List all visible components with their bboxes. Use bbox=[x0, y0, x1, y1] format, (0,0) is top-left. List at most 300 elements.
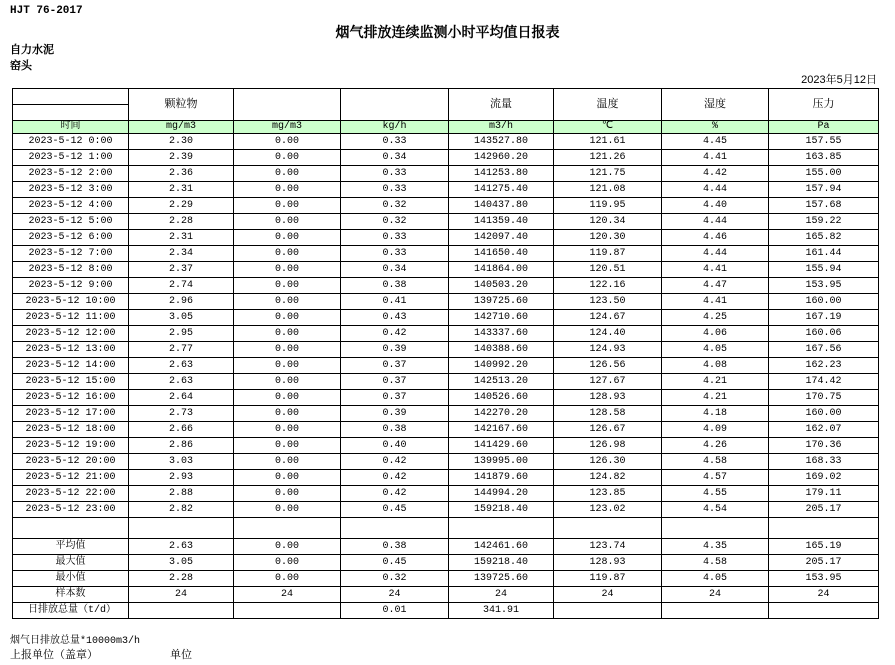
unit-celsius: ℃ bbox=[554, 121, 662, 134]
page-title: 烟气排放连续监测小时平均值日报表 bbox=[335, 24, 560, 40]
hour-row bbox=[13, 198, 879, 214]
value-cell: 2.36 bbox=[129, 166, 234, 182]
time-cell: 2023-5-12 11:00 bbox=[13, 310, 129, 326]
summary-row bbox=[13, 603, 879, 619]
unit-kg-h: kg/h bbox=[341, 121, 449, 134]
hour-row bbox=[13, 470, 879, 486]
hour-row bbox=[13, 230, 879, 246]
value-cell: 4.55 bbox=[662, 486, 769, 502]
value-cell: 0.00 bbox=[234, 310, 341, 326]
summary-value bbox=[554, 603, 662, 619]
value-cell: 2.29 bbox=[129, 198, 234, 214]
summary-row bbox=[13, 555, 879, 571]
value-cell: 157.68 bbox=[769, 198, 879, 214]
corner-cell-bottom bbox=[13, 105, 129, 121]
value-cell: 0.00 bbox=[234, 214, 341, 230]
empty-cell bbox=[554, 518, 662, 539]
empty-cell bbox=[449, 518, 554, 539]
hour-row bbox=[13, 134, 879, 150]
report-table bbox=[12, 88, 879, 619]
value-cell: 0.00 bbox=[234, 422, 341, 438]
value-cell: 124.82 bbox=[554, 470, 662, 486]
monitor-location: 窑头 bbox=[10, 60, 32, 72]
value-cell: 153.95 bbox=[769, 278, 879, 294]
time-cell: 2023-5-12 8:00 bbox=[13, 262, 129, 278]
value-cell: 126.56 bbox=[554, 358, 662, 374]
value-cell: 2.37 bbox=[129, 262, 234, 278]
time-cell: 2023-5-12 7:00 bbox=[13, 246, 129, 262]
value-cell: 168.33 bbox=[769, 454, 879, 470]
value-cell: 2.95 bbox=[129, 326, 234, 342]
summary-value: 142461.60 bbox=[449, 539, 554, 555]
summary-value: 153.95 bbox=[769, 571, 879, 587]
value-cell: 4.42 bbox=[662, 166, 769, 182]
value-cell: 143337.60 bbox=[449, 326, 554, 342]
value-cell: 2.63 bbox=[129, 374, 234, 390]
value-cell: 139995.00 bbox=[449, 454, 554, 470]
value-cell: 124.40 bbox=[554, 326, 662, 342]
value-cell: 0.33 bbox=[341, 182, 449, 198]
value-cell: 0.32 bbox=[341, 198, 449, 214]
hour-row bbox=[13, 374, 879, 390]
value-cell: 140526.60 bbox=[449, 390, 554, 406]
value-cell: 4.58 bbox=[662, 454, 769, 470]
summary-value: 159218.40 bbox=[449, 555, 554, 571]
value-cell: 121.26 bbox=[554, 150, 662, 166]
value-cell: 119.87 bbox=[554, 246, 662, 262]
value-cell: 0.33 bbox=[341, 134, 449, 150]
value-cell: 126.67 bbox=[554, 422, 662, 438]
value-cell: 2.96 bbox=[129, 294, 234, 310]
unit-label: 单位 bbox=[170, 649, 192, 661]
summary-value bbox=[769, 603, 879, 619]
value-cell: 141253.80 bbox=[449, 166, 554, 182]
value-cell: 2.82 bbox=[129, 502, 234, 518]
col-header-flow: 流量 bbox=[449, 89, 554, 121]
hour-row bbox=[13, 438, 879, 454]
value-cell: 2.77 bbox=[129, 342, 234, 358]
col-header-temperature: 温度 bbox=[554, 89, 662, 121]
value-cell: 120.30 bbox=[554, 230, 662, 246]
time-cell: 2023-5-12 0:00 bbox=[13, 134, 129, 150]
summary-value: 3.05 bbox=[129, 555, 234, 571]
hour-row bbox=[13, 358, 879, 374]
value-cell: 4.06 bbox=[662, 326, 769, 342]
value-cell: 0.00 bbox=[234, 374, 341, 390]
value-cell: 4.21 bbox=[662, 374, 769, 390]
value-cell: 4.41 bbox=[662, 294, 769, 310]
hour-row bbox=[13, 310, 879, 326]
report-unit-label: 上报单位（盖章） bbox=[10, 649, 98, 661]
value-cell: 143527.80 bbox=[449, 134, 554, 150]
value-cell: 160.00 bbox=[769, 294, 879, 310]
time-cell: 2023-5-12 14:00 bbox=[13, 358, 129, 374]
summary-label: 样本数 bbox=[13, 587, 129, 603]
value-cell: 0.37 bbox=[341, 390, 449, 406]
value-cell: 0.42 bbox=[341, 486, 449, 502]
value-cell: 121.61 bbox=[554, 134, 662, 150]
value-cell: 141879.60 bbox=[449, 470, 554, 486]
value-cell: 167.56 bbox=[769, 342, 879, 358]
value-cell: 155.00 bbox=[769, 166, 879, 182]
value-cell: 2.93 bbox=[129, 470, 234, 486]
value-cell: 0.42 bbox=[341, 326, 449, 342]
value-cell: 4.25 bbox=[662, 310, 769, 326]
report-date: 2023年5月12日 bbox=[801, 74, 877, 86]
value-cell: 0.00 bbox=[234, 182, 341, 198]
value-cell: 159.22 bbox=[769, 214, 879, 230]
value-cell: 126.30 bbox=[554, 454, 662, 470]
summary-value: 24 bbox=[234, 587, 341, 603]
summary-value: 0.00 bbox=[234, 571, 341, 587]
summary-label: 平均值 bbox=[13, 539, 129, 555]
value-cell: 128.93 bbox=[554, 390, 662, 406]
time-cell: 2023-5-12 13:00 bbox=[13, 342, 129, 358]
value-cell: 124.67 bbox=[554, 310, 662, 326]
value-cell: 2.63 bbox=[129, 358, 234, 374]
value-cell: 2.31 bbox=[129, 182, 234, 198]
value-cell: 140503.20 bbox=[449, 278, 554, 294]
summary-row bbox=[13, 571, 879, 587]
value-cell: 140388.60 bbox=[449, 342, 554, 358]
value-cell: 142960.20 bbox=[449, 150, 554, 166]
group-header-row-top bbox=[13, 89, 879, 105]
value-cell: 126.98 bbox=[554, 438, 662, 454]
value-cell: 0.00 bbox=[234, 486, 341, 502]
value-cell: 167.19 bbox=[769, 310, 879, 326]
summary-label: 日排放总量（t/d） bbox=[13, 603, 129, 619]
time-cell: 2023-5-12 18:00 bbox=[13, 422, 129, 438]
value-cell: 142710.60 bbox=[449, 310, 554, 326]
value-cell: 4.45 bbox=[662, 134, 769, 150]
value-cell: 0.41 bbox=[341, 294, 449, 310]
value-cell: 4.54 bbox=[662, 502, 769, 518]
hour-row bbox=[13, 342, 879, 358]
value-cell: 4.46 bbox=[662, 230, 769, 246]
value-cell: 0.00 bbox=[234, 470, 341, 486]
time-cell: 2023-5-12 4:00 bbox=[13, 198, 129, 214]
value-cell: 123.85 bbox=[554, 486, 662, 502]
value-cell: 0.33 bbox=[341, 246, 449, 262]
value-cell: 170.75 bbox=[769, 390, 879, 406]
summary-value: 165.19 bbox=[769, 539, 879, 555]
value-cell: 0.45 bbox=[341, 502, 449, 518]
value-cell: 0.00 bbox=[234, 294, 341, 310]
summary-value: 0.00 bbox=[234, 555, 341, 571]
unit-header-row bbox=[13, 121, 879, 134]
value-cell: 161.44 bbox=[769, 246, 879, 262]
summary-value: 24 bbox=[769, 587, 879, 603]
hour-row bbox=[13, 262, 879, 278]
value-cell: 0.00 bbox=[234, 262, 341, 278]
value-cell: 162.07 bbox=[769, 422, 879, 438]
value-cell: 124.93 bbox=[554, 342, 662, 358]
value-cell: 4.18 bbox=[662, 406, 769, 422]
value-cell: 121.08 bbox=[554, 182, 662, 198]
time-cell: 2023-5-12 20:00 bbox=[13, 454, 129, 470]
hour-row bbox=[13, 454, 879, 470]
value-cell: 4.44 bbox=[662, 246, 769, 262]
value-cell: 4.26 bbox=[662, 438, 769, 454]
company-name: 自力水泥 bbox=[10, 44, 54, 56]
summary-value: 0.38 bbox=[341, 539, 449, 555]
value-cell: 2.64 bbox=[129, 390, 234, 406]
value-cell: 4.41 bbox=[662, 150, 769, 166]
value-cell: 4.05 bbox=[662, 342, 769, 358]
summary-value: 0.01 bbox=[341, 603, 449, 619]
hour-row bbox=[13, 150, 879, 166]
empty-cell bbox=[13, 518, 129, 539]
value-cell: 169.02 bbox=[769, 470, 879, 486]
summary-value bbox=[662, 603, 769, 619]
empty-cell bbox=[129, 518, 234, 539]
summary-value: 4.05 bbox=[662, 571, 769, 587]
value-cell: 0.00 bbox=[234, 166, 341, 182]
hour-row bbox=[13, 182, 879, 198]
value-cell: 142513.20 bbox=[449, 374, 554, 390]
summary-value: 341.91 bbox=[449, 603, 554, 619]
value-cell: 0.32 bbox=[341, 214, 449, 230]
value-cell: 0.33 bbox=[341, 230, 449, 246]
value-cell: 139725.60 bbox=[449, 294, 554, 310]
value-cell: 2.86 bbox=[129, 438, 234, 454]
value-cell: 0.00 bbox=[234, 342, 341, 358]
summary-value: 24 bbox=[341, 587, 449, 603]
value-cell: 140437.80 bbox=[449, 198, 554, 214]
time-cell: 2023-5-12 10:00 bbox=[13, 294, 129, 310]
summary-value: 24 bbox=[662, 587, 769, 603]
value-cell: 2.30 bbox=[129, 134, 234, 150]
value-cell: 0.00 bbox=[234, 358, 341, 374]
hour-row bbox=[13, 278, 879, 294]
table-body bbox=[13, 134, 879, 619]
value-cell: 0.39 bbox=[341, 406, 449, 422]
value-cell: 0.00 bbox=[234, 230, 341, 246]
value-cell: 140992.20 bbox=[449, 358, 554, 374]
time-cell: 2023-5-12 6:00 bbox=[13, 230, 129, 246]
summary-value: 24 bbox=[129, 587, 234, 603]
hour-row bbox=[13, 422, 879, 438]
value-cell: 142167.60 bbox=[449, 422, 554, 438]
summary-value: 128.93 bbox=[554, 555, 662, 571]
value-cell: 0.34 bbox=[341, 150, 449, 166]
summary-value: 24 bbox=[554, 587, 662, 603]
value-cell: 2.66 bbox=[129, 422, 234, 438]
value-cell: 123.50 bbox=[554, 294, 662, 310]
time-cell: 2023-5-12 15:00 bbox=[13, 374, 129, 390]
unit-pa: Pa bbox=[769, 121, 879, 134]
value-cell: 3.03 bbox=[129, 454, 234, 470]
value-cell: 123.02 bbox=[554, 502, 662, 518]
table-header bbox=[13, 89, 879, 134]
col-header-pressure: 压力 bbox=[769, 89, 879, 121]
value-cell: 2.31 bbox=[129, 230, 234, 246]
value-cell: 0.00 bbox=[234, 406, 341, 422]
value-cell: 4.09 bbox=[662, 422, 769, 438]
value-cell: 2.88 bbox=[129, 486, 234, 502]
summary-label: 最大值 bbox=[13, 555, 129, 571]
value-cell: 0.42 bbox=[341, 470, 449, 486]
value-cell: 120.51 bbox=[554, 262, 662, 278]
empty-cell bbox=[341, 518, 449, 539]
value-cell: 0.00 bbox=[234, 246, 341, 262]
summary-label: 最小值 bbox=[13, 571, 129, 587]
value-cell: 142097.40 bbox=[449, 230, 554, 246]
value-cell: 2.34 bbox=[129, 246, 234, 262]
unit-mg-m3-2: mg/m3 bbox=[234, 121, 341, 134]
value-cell: 205.17 bbox=[769, 502, 879, 518]
value-cell: 0.00 bbox=[234, 390, 341, 406]
summary-value: 205.17 bbox=[769, 555, 879, 571]
empty-cell bbox=[769, 518, 879, 539]
time-cell: 2023-5-12 1:00 bbox=[13, 150, 129, 166]
value-cell: 141429.60 bbox=[449, 438, 554, 454]
value-cell: 141275.40 bbox=[449, 182, 554, 198]
col-header-particulate: 颗粒物 bbox=[129, 89, 234, 121]
summary-value: 0.32 bbox=[341, 571, 449, 587]
hour-row bbox=[13, 390, 879, 406]
value-cell: 0.33 bbox=[341, 166, 449, 182]
value-cell: 0.00 bbox=[234, 438, 341, 454]
time-cell: 2023-5-12 22:00 bbox=[13, 486, 129, 502]
time-column-header: 时间 bbox=[13, 121, 129, 134]
value-cell: 0.00 bbox=[234, 150, 341, 166]
value-cell: 144994.20 bbox=[449, 486, 554, 502]
value-cell: 3.05 bbox=[129, 310, 234, 326]
value-cell: 0.00 bbox=[234, 278, 341, 294]
value-cell: 0.43 bbox=[341, 310, 449, 326]
value-cell: 0.00 bbox=[234, 134, 341, 150]
value-cell: 128.58 bbox=[554, 406, 662, 422]
summary-row bbox=[13, 539, 879, 555]
value-cell: 162.23 bbox=[769, 358, 879, 374]
value-cell: 0.40 bbox=[341, 438, 449, 454]
value-cell: 119.95 bbox=[554, 198, 662, 214]
value-cell: 0.37 bbox=[341, 358, 449, 374]
time-cell: 2023-5-12 17:00 bbox=[13, 406, 129, 422]
col-header-empty-2 bbox=[341, 89, 449, 121]
value-cell: 120.34 bbox=[554, 214, 662, 230]
value-cell: 0.00 bbox=[234, 502, 341, 518]
summary-value: 2.63 bbox=[129, 539, 234, 555]
value-cell: 4.41 bbox=[662, 262, 769, 278]
col-header-empty-1 bbox=[234, 89, 341, 121]
value-cell: 4.21 bbox=[662, 390, 769, 406]
value-cell: 157.55 bbox=[769, 134, 879, 150]
summary-row bbox=[13, 587, 879, 603]
time-cell: 2023-5-12 16:00 bbox=[13, 390, 129, 406]
col-header-humidity: 湿度 bbox=[662, 89, 769, 121]
empty-cell bbox=[662, 518, 769, 539]
hour-row bbox=[13, 166, 879, 182]
summary-value: 123.74 bbox=[554, 539, 662, 555]
value-cell: 141359.40 bbox=[449, 214, 554, 230]
value-cell: 4.57 bbox=[662, 470, 769, 486]
value-cell: 179.11 bbox=[769, 486, 879, 502]
value-cell: 2.73 bbox=[129, 406, 234, 422]
value-cell: 155.94 bbox=[769, 262, 879, 278]
time-cell: 2023-5-12 2:00 bbox=[13, 166, 129, 182]
value-cell: 165.82 bbox=[769, 230, 879, 246]
value-cell: 0.39 bbox=[341, 342, 449, 358]
summary-value: 119.87 bbox=[554, 571, 662, 587]
time-cell: 2023-5-12 23:00 bbox=[13, 502, 129, 518]
value-cell: 0.38 bbox=[341, 422, 449, 438]
value-cell: 0.00 bbox=[234, 198, 341, 214]
value-cell: 160.00 bbox=[769, 406, 879, 422]
footer-note: 烟气日排放总量*10000m3/h bbox=[10, 636, 141, 647]
summary-value: 139725.60 bbox=[449, 571, 554, 587]
standard-code: HJT 76-2017 bbox=[10, 5, 83, 17]
corner-cell-top bbox=[13, 89, 129, 105]
hour-row bbox=[13, 502, 879, 518]
value-cell: 4.40 bbox=[662, 198, 769, 214]
unit-m3-h: m3/h bbox=[449, 121, 554, 134]
summary-value bbox=[234, 603, 341, 619]
value-cell: 2.74 bbox=[129, 278, 234, 294]
value-cell: 163.85 bbox=[769, 150, 879, 166]
value-cell: 157.94 bbox=[769, 182, 879, 198]
hour-row bbox=[13, 326, 879, 342]
value-cell: 170.36 bbox=[769, 438, 879, 454]
value-cell: 159218.40 bbox=[449, 502, 554, 518]
time-cell: 2023-5-12 3:00 bbox=[13, 182, 129, 198]
summary-value bbox=[129, 603, 234, 619]
value-cell: 121.75 bbox=[554, 166, 662, 182]
unit-mg-m3-1: mg/m3 bbox=[129, 121, 234, 134]
time-cell: 2023-5-12 21:00 bbox=[13, 470, 129, 486]
value-cell: 160.06 bbox=[769, 326, 879, 342]
summary-value: 24 bbox=[449, 587, 554, 603]
summary-value: 0.00 bbox=[234, 539, 341, 555]
time-cell: 2023-5-12 12:00 bbox=[13, 326, 129, 342]
value-cell: 2.39 bbox=[129, 150, 234, 166]
value-cell: 0.34 bbox=[341, 262, 449, 278]
value-cell: 0.00 bbox=[234, 326, 341, 342]
value-cell: 122.16 bbox=[554, 278, 662, 294]
value-cell: 174.42 bbox=[769, 374, 879, 390]
hour-row bbox=[13, 294, 879, 310]
value-cell: 4.08 bbox=[662, 358, 769, 374]
value-cell: 2.28 bbox=[129, 214, 234, 230]
summary-value: 4.35 bbox=[662, 539, 769, 555]
value-cell: 141650.40 bbox=[449, 246, 554, 262]
value-cell: 141864.00 bbox=[449, 262, 554, 278]
value-cell: 142270.20 bbox=[449, 406, 554, 422]
spacer-row bbox=[13, 518, 879, 539]
time-cell: 2023-5-12 5:00 bbox=[13, 214, 129, 230]
value-cell: 0.42 bbox=[341, 454, 449, 470]
value-cell: 4.44 bbox=[662, 214, 769, 230]
empty-cell bbox=[234, 518, 341, 539]
hour-row bbox=[13, 214, 879, 230]
value-cell: 0.38 bbox=[341, 278, 449, 294]
hour-row bbox=[13, 246, 879, 262]
time-cell: 2023-5-12 9:00 bbox=[13, 278, 129, 294]
unit-percent: % bbox=[662, 121, 769, 134]
summary-value: 4.58 bbox=[662, 555, 769, 571]
hour-row bbox=[13, 406, 879, 422]
value-cell: 0.37 bbox=[341, 374, 449, 390]
value-cell: 4.47 bbox=[662, 278, 769, 294]
hour-row bbox=[13, 486, 879, 502]
summary-value: 0.45 bbox=[341, 555, 449, 571]
value-cell: 127.67 bbox=[554, 374, 662, 390]
value-cell: 0.00 bbox=[234, 454, 341, 470]
value-cell: 4.44 bbox=[662, 182, 769, 198]
summary-value: 2.28 bbox=[129, 571, 234, 587]
time-cell: 2023-5-12 19:00 bbox=[13, 438, 129, 454]
